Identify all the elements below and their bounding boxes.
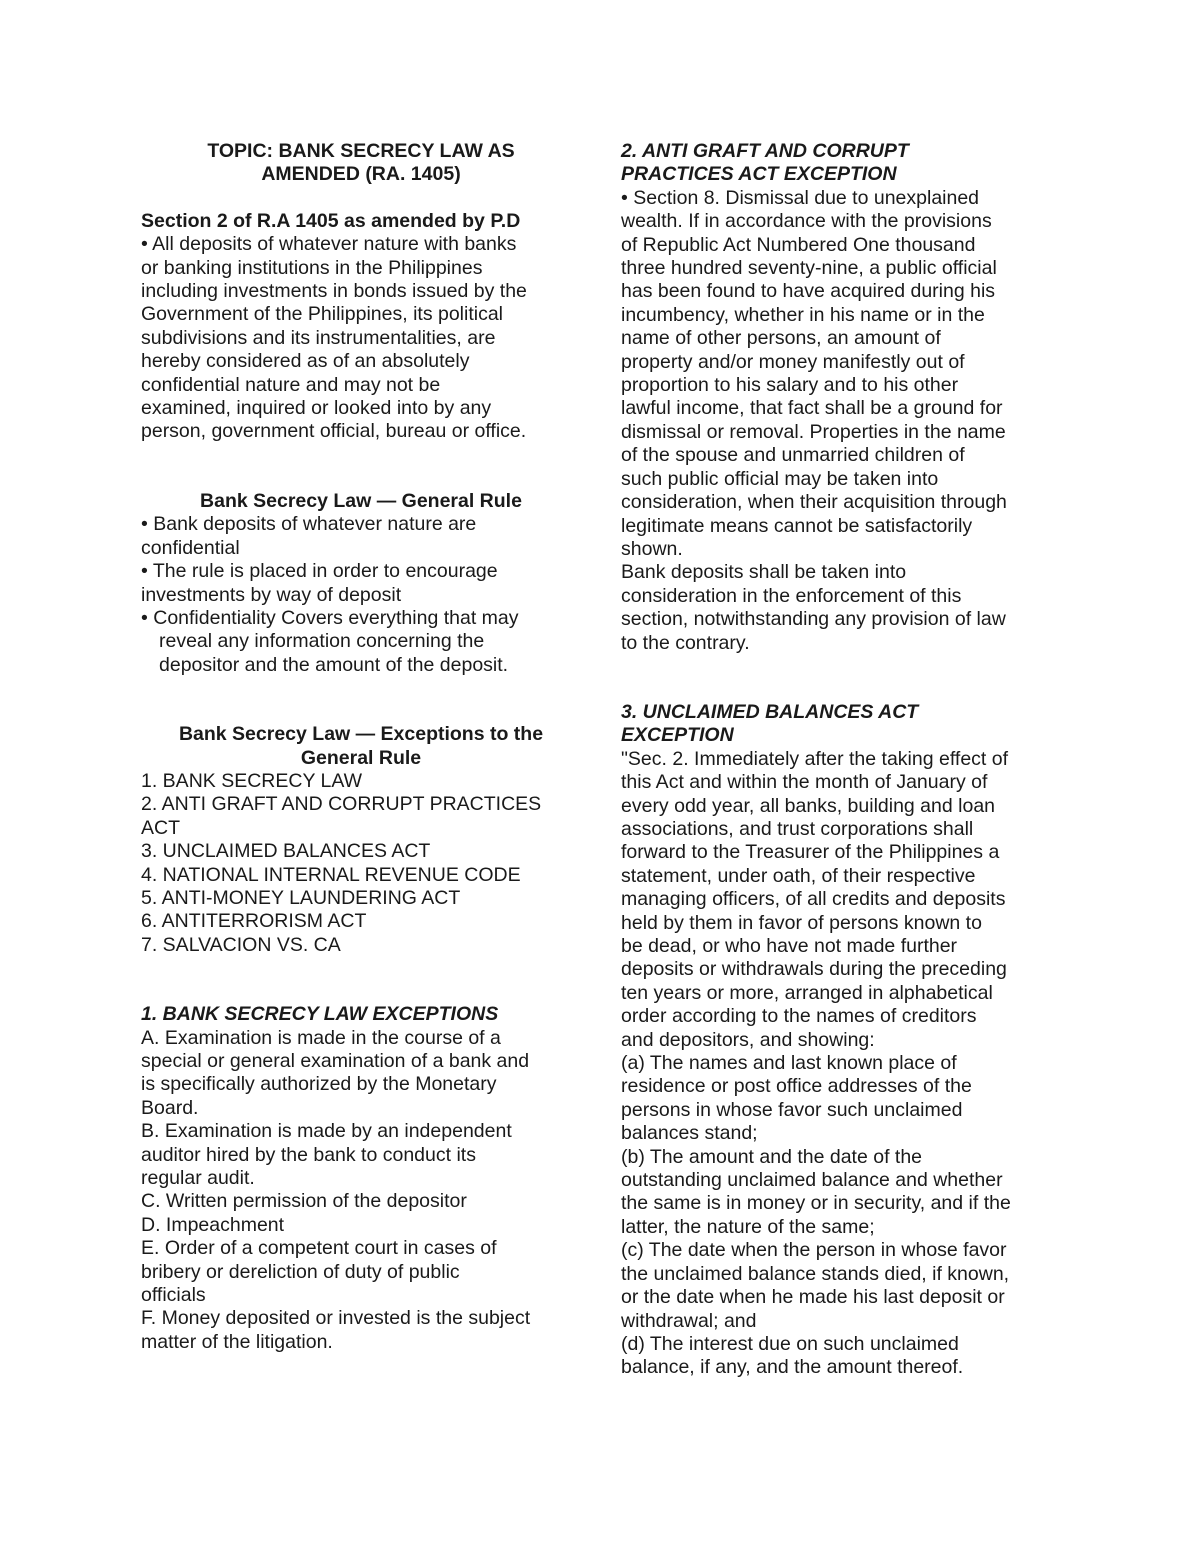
text-line: be dead, or who have not made further (621, 935, 958, 957)
left-column (141, 140, 581, 1354)
text-line: confidential (141, 536, 240, 559)
text-line: 7. SALVACION VS. CA (141, 933, 341, 956)
text-line: of the spouse and unmarried children of (621, 444, 965, 467)
text-line: • Section 8. Dismissal due to unexplained (621, 186, 980, 209)
text-line: investments by way of deposit (141, 583, 402, 606)
text-line: name of other persons, an amount of (621, 327, 941, 350)
section2-heading: Section 2 of R.A 1405 as amended by P.D (141, 209, 521, 232)
unclaimed-heading-line: EXCEPTION (621, 724, 734, 747)
text-line: incumbency, whether in his name or in the (621, 303, 985, 326)
text-line: 1. BANK SECRECY LAW (141, 769, 363, 792)
text-line: dismissal or removal. Properties in the name (621, 420, 1006, 443)
text-line: is specifically authorized by the Monetary (141, 1073, 497, 1096)
text-line: statement, under oath, of their respective (621, 864, 976, 887)
text-line: matter of the litigation. (141, 1330, 333, 1353)
text-line: legitimate means cannot be satisfactorily (621, 514, 973, 537)
text-line: C. Written permission of the depositor (141, 1190, 467, 1213)
general-rule-body (141, 513, 581, 630)
text-line: associations, and trust corporations shall (621, 817, 974, 840)
text-line: • Confidentiality Covers everything that may (141, 606, 519, 629)
topic-title-line: TOPIC: BANK SECRECY LAW AS (207, 140, 515, 162)
text-line: held by them in favor of persons known to (621, 911, 982, 934)
bsl-exceptions-heading: 1. BANK SECRECY LAW EXCEPTIONS (141, 1003, 499, 1026)
text-line: outstanding unclaimed balance and whether (621, 1169, 1003, 1192)
text-line: (d) The interest due on such unclaimed (621, 1332, 959, 1355)
text-line: • All deposits of whatever nature with banks (141, 233, 517, 256)
general-rule-indented (141, 630, 581, 677)
text-line: deposits or withdrawals during the preceding (621, 958, 1007, 981)
text-line: (a) The names and last known place of (621, 1052, 957, 1075)
text-line: to the contrary. (621, 631, 750, 654)
text-line: B. Examination is made by an independent (141, 1120, 512, 1143)
text-line: 6. ANTITERRORISM ACT (141, 910, 367, 933)
general-rule-heading: Bank Secrecy Law — General Rule (200, 489, 522, 512)
text-line: 3. UNCLAIMED BALANCES ACT (141, 840, 431, 863)
text-line: D. Impeachment (141, 1213, 285, 1236)
text-line: proportion to his salary and to his other (621, 374, 959, 397)
text-line: depositor and the amount of the deposit. (159, 653, 509, 676)
text-line: withdrawal; and (621, 1309, 757, 1332)
text-line: F. Money deposited or invested is the subject (141, 1307, 531, 1330)
unclaimed-heading-line: 3. UNCLAIMED BALANCES ACT (621, 700, 919, 723)
text-line: Government of the Philippines, its political (141, 303, 504, 326)
text-line: lawful income, that fact shall be a ground for (621, 397, 1003, 420)
text-line: such public official may be taken into (621, 467, 939, 490)
text-line: ten years or more, arranged in alphabetical (621, 981, 993, 1004)
text-line: E. Order of a competent court in cases of (141, 1237, 497, 1260)
text-line: managing officers, of all credits and deposits (621, 888, 1006, 911)
exceptions-list (141, 770, 581, 957)
text-line: Bank deposits shall be taken into (621, 561, 907, 584)
text-line: person, government official, bureau or office. (141, 420, 527, 443)
text-line: including investments in bonds issued by the (141, 280, 527, 303)
anti-graft-heading-line: PRACTICES ACT EXCEPTION (621, 163, 897, 186)
text-line: • The rule is placed in order to encourage (141, 560, 498, 583)
text-line: 5. ANTI-MONEY LAUNDERING ACT (141, 886, 461, 909)
text-line: "Sec. 2. Immediately after the taking effect of (621, 747, 1009, 770)
text-line: or the date when he made his last deposit or (621, 1286, 1005, 1309)
exceptions-heading-line: Bank Secrecy Law — Exceptions to the (178, 723, 544, 746)
text-line: examined, inquired or looked into by any (141, 397, 492, 420)
text-line: every odd year, all banks, building and loan (621, 794, 996, 817)
text-line: shown. (621, 537, 683, 560)
text-line: consideration in the enforcement of this (621, 584, 962, 607)
text-line: confidential nature and may not be (141, 373, 441, 396)
text-line: reveal any information concerning the (159, 630, 485, 653)
text-line: officials (141, 1284, 206, 1307)
text-line: hereby considered as of an absolutely (141, 350, 470, 373)
text-line: three hundred seventy-nine, a public official (621, 257, 997, 280)
section2-body (141, 233, 581, 444)
text-line: of Republic Act Numbered One thousand (621, 233, 976, 256)
text-line: has been found to have acquired during his (621, 280, 996, 303)
text-line: forward to the Treasurer of the Philippines a (621, 841, 1000, 864)
text-line: balance, if any, and the amount thereof. (621, 1356, 964, 1379)
text-line: Board. (141, 1096, 199, 1119)
text-line: the unclaimed balance stands died, if known, (621, 1262, 1010, 1285)
text-line: this Act and within the month of January of (621, 771, 988, 794)
text-line: • Bank deposits of whatever nature are (141, 513, 477, 536)
text-line: the same is in money or in security, and if the (621, 1192, 1011, 1215)
text-line: residence or post office addresses of the (621, 1075, 972, 1098)
right-column (621, 140, 1066, 1380)
text-line: 4. NATIONAL INTERNAL REVENUE CODE (141, 863, 521, 886)
text-line: bribery or dereliction of duty of public (141, 1260, 460, 1283)
text-line: property and/or money manifestly out of (621, 350, 965, 373)
text-line: and depositors, and showing: (621, 1028, 875, 1051)
text-line: (b) The amount and the date of the (621, 1145, 923, 1168)
text-line: consideration, when their acquisition through (621, 491, 1007, 514)
text-line: subdivisions and its instrumentalities, are (141, 326, 496, 349)
text-line: order according to the names of creditors (621, 1005, 977, 1028)
anti-graft-body (621, 187, 1066, 655)
topic-title-line: AMENDED (RA. 1405) (261, 163, 461, 186)
text-line: wealth. If in accordance with the provisions (621, 210, 992, 233)
text-line: section, notwithstanding any provision of law (621, 608, 1006, 631)
text-line: (c) The date when the person in whose favor (621, 1239, 1007, 1262)
exceptions-heading-line: General Rule (300, 746, 422, 769)
text-line: A. Examination is made in the course of a (141, 1026, 501, 1049)
text-line: or banking institutions in the Philippines (141, 256, 483, 279)
anti-graft-heading-line: 2. ANTI GRAFT AND CORRUPT (621, 140, 909, 162)
text-line: balances stand; (621, 1122, 758, 1145)
text-line: ACT (141, 816, 180, 839)
text-line: persons in whose favor such unclaimed (621, 1098, 963, 1121)
text-line: 2. ANTI GRAFT AND CORRUPT PRACTICES (141, 793, 542, 816)
text-line: special or general examination of a bank and (141, 1050, 530, 1072)
bsl-exceptions-body (141, 1027, 581, 1355)
text-line: latter, the nature of the same; (621, 1215, 875, 1238)
text-line: auditor hired by the bank to conduct its (141, 1143, 476, 1166)
text-line: regular audit. (141, 1167, 255, 1190)
unclaimed-body (621, 748, 1066, 1380)
